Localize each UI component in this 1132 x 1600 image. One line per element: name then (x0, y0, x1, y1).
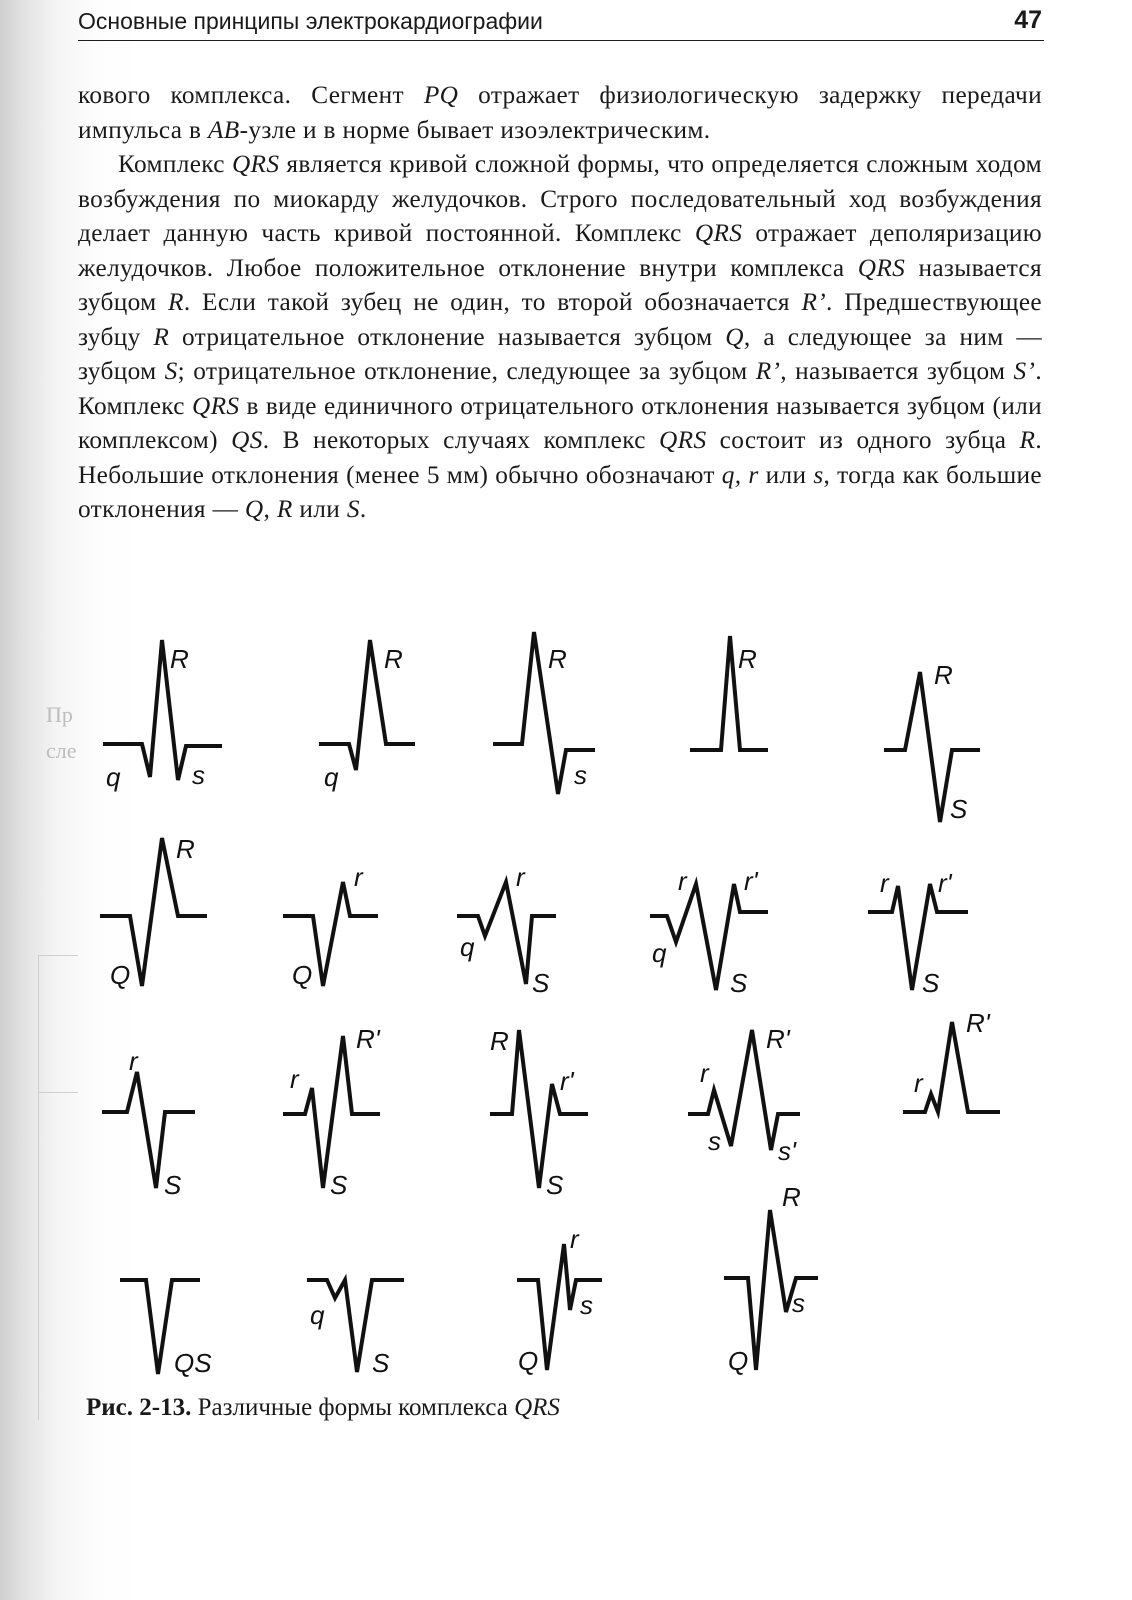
text-run: отрицательное отклонение называется зубцом (169, 322, 726, 351)
italic-term: Q (725, 322, 744, 351)
wave-label: S (372, 1348, 390, 1378)
text-run: называется зубцом (78, 253, 1042, 316)
text-run: ; отрицательное отклонение, следующее за зубцом (177, 357, 756, 385)
running-head (78, 6, 1044, 41)
caption-italic: QRS (514, 1394, 560, 1421)
wave-label: S (730, 968, 748, 998)
italic-term: PQ (423, 81, 459, 109)
wave-label: R (782, 1182, 801, 1212)
qrs-complex-Q-r (283, 862, 378, 990)
wave-label: Q (728, 1346, 749, 1376)
wave-label: S (330, 1170, 348, 1200)
qrs-complex-R-S-r1 (490, 1026, 588, 1200)
wave-label: s' (778, 1136, 796, 1166)
wave-label: r (914, 1068, 923, 1098)
italic-term: R’ (755, 357, 781, 385)
text-run: состоит из одного зубца (706, 426, 1020, 454)
qrs-complex-r-R1 (903, 1008, 1000, 1112)
italic-term: R’ (801, 288, 827, 316)
text-run: в виде единичного отрицательного отклонения называется зубцом (или комплексом) (78, 391, 1042, 454)
text-run: . Небольшие отклонения (менее 5 мм) обычно обозначают (78, 426, 1042, 489)
bleed-through-artifact: сле (46, 738, 77, 763)
wave-label: r (290, 1064, 299, 1094)
text-run: или (292, 495, 347, 523)
italic-term: s (813, 460, 824, 489)
wave-label: q (460, 932, 475, 962)
wave-label: R (934, 660, 953, 690)
wave-label: r' (560, 1066, 574, 1096)
wave-label: r (570, 1224, 579, 1254)
wave-label: q (106, 762, 121, 792)
wave-label: S (922, 968, 940, 998)
wave-label: s (792, 1288, 805, 1318)
italic-term: S (164, 357, 178, 385)
qrs-complex-q-r-S-r1 (650, 866, 768, 998)
wave-label: r (880, 868, 889, 898)
wave-label: R (738, 644, 757, 674)
wave-label: r (516, 862, 525, 892)
qrs-complexes-diagram (0, 600, 1132, 1420)
wave-label: Q (110, 960, 131, 990)
text-run: . В некоторых случаях комплекс (262, 426, 660, 454)
text-run: . Если такой зубец не один, то второй обозначается (183, 288, 802, 316)
qrs-complex-Q-r-s (517, 1224, 602, 1376)
text-run: является кривой сложной формы, что определяется сложным ходом возбуждения по миокарду желудочков. Строго последовательный ход возбуждения делает данную часть кривой постоянной. Комплекс (78, 150, 1042, 247)
text-run: , тогда как большие отклонения — (78, 460, 1042, 523)
figure-qrs-forms (0, 600, 1132, 1420)
italic-term: QS (231, 426, 263, 454)
wave-label: r' (938, 868, 952, 898)
wave-label: q (652, 938, 667, 968)
text-run: , (263, 495, 277, 523)
qrs-complex-R (690, 636, 768, 750)
body-paragraph (78, 78, 1042, 147)
text-run: или (758, 460, 814, 489)
text-run: . Комплекс (78, 357, 1042, 420)
body-text (78, 78, 1042, 527)
wave-label: r (129, 1046, 138, 1076)
wave-label: r' (744, 866, 758, 896)
qrs-complex-R-s (493, 632, 595, 794)
text-run: , а следующее за ним — зубцом (78, 322, 1042, 385)
wave-label: S (950, 794, 968, 824)
qrs-complex-r-S-R1 (283, 1024, 381, 1200)
qrs-complex-Q-R (100, 834, 207, 990)
text-run: . Предшествующее зубцу (78, 288, 1042, 351)
wave-label: R (548, 644, 567, 674)
wave-label: R (490, 1026, 509, 1056)
running-head-title: Основные принципы электрокардиографии (78, 8, 543, 34)
qrs-complex-r-S-r1 (868, 868, 968, 998)
wave-label: Q (518, 1346, 539, 1376)
italic-term: R (276, 495, 293, 523)
qrs-complex-q-R-s (103, 640, 222, 792)
italic-term: R (1019, 426, 1036, 454)
qrs-complex-q-S (307, 1280, 404, 1378)
text-run: , называется зубцом (780, 357, 1014, 385)
wave-label: r (678, 866, 687, 896)
qrs-complex-QS (120, 1280, 212, 1378)
wave-label: S (546, 1170, 564, 1200)
wave-label: QS (174, 1348, 212, 1378)
caption-text: Различные формы комплекса (191, 1394, 515, 1421)
italic-term: S’ (1013, 357, 1036, 385)
figure-caption (86, 1394, 560, 1422)
wave-label: R (176, 834, 195, 864)
wave-label: R' (766, 1024, 790, 1054)
italic-term: AB (208, 115, 240, 144)
italic-term: S (346, 495, 360, 523)
text-run: -узле и в норме бывает изоэлектрическим. (239, 115, 711, 144)
wave-label: r (354, 862, 363, 892)
italic-term: R (153, 322, 170, 351)
italic-term: q, r (721, 460, 759, 489)
text-run: отражает физиологическую задержку передачи импульса в (78, 81, 1043, 144)
italic-term: QRS (694, 219, 743, 247)
qrs-complex-Q-R-s (724, 1182, 818, 1376)
wave-label: s (192, 760, 205, 790)
text-run: отражает деполяризацию желудочков. Любое положительное отклонение внутри комплекса (78, 219, 1043, 282)
italic-term: QRS (231, 150, 280, 178)
bleed-through-artifact: Пр (46, 702, 73, 727)
page-number: 47 (1014, 6, 1042, 34)
wave-label: S (164, 1170, 182, 1200)
italic-term: QRS (191, 391, 240, 420)
qrs-complex-r-s-R1-s1 (688, 1024, 800, 1166)
wave-label: R' (966, 1008, 990, 1038)
wave-label: s (580, 1290, 593, 1320)
wave-label: s (574, 760, 587, 790)
wave-label: R (170, 644, 189, 674)
wave-label: s (708, 1126, 721, 1156)
wave-label: R (384, 644, 403, 674)
caption-label: Рис. 2-13. (86, 1394, 192, 1421)
text-run: кового комплекса. Сегмент (78, 81, 424, 109)
text-run: Комплекс (118, 150, 232, 178)
wave-label: q (310, 1300, 325, 1330)
italic-term: Q (244, 495, 264, 523)
qrs-complex-r-S (102, 1046, 195, 1200)
text-run: . (359, 495, 367, 523)
wave-label: Q (292, 960, 313, 990)
wave-label: r (700, 1058, 709, 1088)
qrs-complex-q-r-S (457, 862, 556, 998)
italic-term: R (168, 288, 184, 316)
italic-term: QRS (857, 253, 906, 282)
body-paragraph (78, 147, 1042, 527)
wave-label: q (324, 762, 339, 792)
italic-term: QRS (659, 426, 707, 454)
qrs-complex-R-S (884, 660, 980, 824)
wave-label: S (532, 968, 550, 998)
wave-label: R' (356, 1024, 380, 1054)
qrs-complex-q-R (319, 640, 415, 792)
